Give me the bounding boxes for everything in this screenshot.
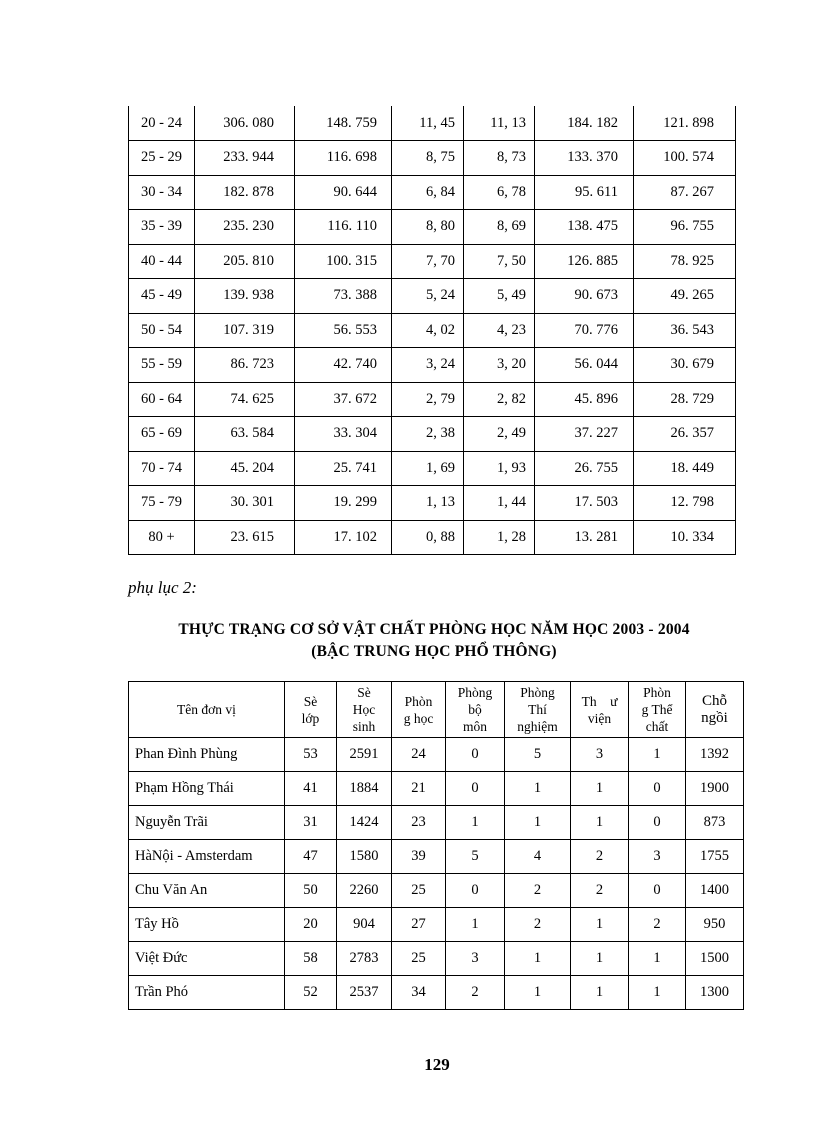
- table-cell: 58: [285, 942, 337, 976]
- table-cell: 2: [571, 874, 629, 908]
- table-cell: 5, 24: [392, 279, 464, 314]
- table-cell: 235. 230: [195, 210, 295, 245]
- section-title: THỰC TRẠNG CƠ SỞ VẬT CHẤT PHÒNG HỌC NĂM HỌC 2003 - 2004: [178, 621, 690, 638]
- table-header-row: [129, 682, 744, 738]
- table-row: [129, 451, 736, 486]
- table-cell: Phạm Hồng Thái: [129, 772, 285, 806]
- table-cell: 1: [505, 976, 571, 1010]
- table-cell: 4, 02: [392, 313, 464, 348]
- table-row: [129, 806, 744, 840]
- table-cell: 8, 69: [464, 210, 535, 245]
- table-cell: 30 - 34: [129, 175, 195, 210]
- table-cell: 17. 503: [535, 486, 634, 521]
- table-cell: 5: [505, 738, 571, 772]
- table-cell: 45. 204: [195, 451, 295, 486]
- table-row: [129, 348, 736, 383]
- column-header: Sè lớp: [285, 682, 337, 738]
- table-cell: 12. 798: [634, 486, 736, 521]
- table-cell: 306. 080: [195, 106, 295, 141]
- table-cell: 11, 13: [464, 106, 535, 141]
- table-cell: 20 - 24: [129, 106, 195, 141]
- table-cell: 40 - 44: [129, 244, 195, 279]
- table-cell: 95. 611: [535, 175, 634, 210]
- table-cell: 1: [446, 806, 505, 840]
- table-cell: 6, 78: [464, 175, 535, 210]
- table-cell: 63. 584: [195, 417, 295, 452]
- age-statistics-table: [128, 106, 736, 555]
- table-cell: 52: [285, 976, 337, 1010]
- table-cell: 50: [285, 874, 337, 908]
- table-cell: 0: [446, 738, 505, 772]
- table-cell: 0: [629, 806, 686, 840]
- table-cell: 65 - 69: [129, 417, 195, 452]
- table-cell: 26. 357: [634, 417, 736, 452]
- table-row: [129, 210, 736, 245]
- table-cell: 1300: [686, 976, 744, 1010]
- table-cell: 133. 370: [535, 141, 634, 176]
- table-cell: 96. 755: [634, 210, 736, 245]
- table-cell: 86. 723: [195, 348, 295, 383]
- table-cell: 1, 69: [392, 451, 464, 486]
- table-cell: 116. 698: [295, 141, 392, 176]
- table-row: [129, 106, 736, 141]
- column-header: Chỗ ngồi: [686, 682, 744, 738]
- table-cell: 873: [686, 806, 744, 840]
- table-cell: 8, 73: [464, 141, 535, 176]
- table-cell: 37. 672: [295, 382, 392, 417]
- table-cell: 13. 281: [535, 520, 634, 555]
- table-cell: 18. 449: [634, 451, 736, 486]
- table-cell: 904: [337, 908, 392, 942]
- table-cell: 1: [571, 942, 629, 976]
- table-cell: 80 +: [129, 520, 195, 555]
- table-cell: Phan Đình Phùng: [129, 738, 285, 772]
- table-cell: 2537: [337, 976, 392, 1010]
- facility-table: [128, 681, 744, 1010]
- table-cell: 1: [505, 772, 571, 806]
- table-row: [129, 942, 744, 976]
- table-row: [129, 738, 744, 772]
- table-cell: 121. 898: [634, 106, 736, 141]
- table-cell: 42. 740: [295, 348, 392, 383]
- table-cell: 0: [629, 874, 686, 908]
- table-cell: 100. 315: [295, 244, 392, 279]
- table-row: [129, 279, 736, 314]
- table-cell: 0: [629, 772, 686, 806]
- table-row: [129, 175, 736, 210]
- table-cell: 87. 267: [634, 175, 736, 210]
- table-cell: 70. 776: [535, 313, 634, 348]
- table-cell: 10. 334: [634, 520, 736, 555]
- column-header: Th ư viện: [571, 682, 629, 738]
- table-row: [129, 976, 744, 1010]
- table-cell: 2: [505, 874, 571, 908]
- table-cell: 1: [571, 908, 629, 942]
- table-cell: 56. 044: [535, 348, 634, 383]
- table-cell: 116. 110: [295, 210, 392, 245]
- table-cell: 3: [446, 942, 505, 976]
- table-cell: 2: [446, 976, 505, 1010]
- table-cell: 6, 84: [392, 175, 464, 210]
- table-cell: 21: [392, 772, 446, 806]
- table-row: [129, 840, 744, 874]
- table-cell: 1: [629, 738, 686, 772]
- table-row: [129, 486, 736, 521]
- table-cell: 126. 885: [535, 244, 634, 279]
- table-cell: 78. 925: [634, 244, 736, 279]
- table-cell: 2, 49: [464, 417, 535, 452]
- table-cell: 35 - 39: [129, 210, 195, 245]
- table-cell: 26. 755: [535, 451, 634, 486]
- table-cell: 34: [392, 976, 446, 1010]
- table-cell: 139. 938: [195, 279, 295, 314]
- table-cell: 3: [571, 738, 629, 772]
- table-cell: Tây Hồ: [129, 908, 285, 942]
- table-cell: 1, 13: [392, 486, 464, 521]
- table-cell: 39: [392, 840, 446, 874]
- table-cell: 1400: [686, 874, 744, 908]
- table-cell: 148. 759: [295, 106, 392, 141]
- column-header: Phòn g học: [392, 682, 446, 738]
- table-cell: 1900: [686, 772, 744, 806]
- table-cell: 25: [392, 874, 446, 908]
- table-cell: 2783: [337, 942, 392, 976]
- table-cell: Việt Đức: [129, 942, 285, 976]
- table-cell: 0: [446, 772, 505, 806]
- table-cell: 90. 644: [295, 175, 392, 210]
- table-cell: 25. 741: [295, 451, 392, 486]
- table-cell: 50 - 54: [129, 313, 195, 348]
- table-cell: Chu Văn An: [129, 874, 285, 908]
- table-cell: 8, 80: [392, 210, 464, 245]
- table-cell: 23. 615: [195, 520, 295, 555]
- table-cell: 182. 878: [195, 175, 295, 210]
- table-cell: 950: [686, 908, 744, 942]
- table-cell: 100. 574: [634, 141, 736, 176]
- table-row: [129, 772, 744, 806]
- table-cell: 1: [629, 976, 686, 1010]
- table-cell: 30. 301: [195, 486, 295, 521]
- table-cell: 1: [571, 806, 629, 840]
- table-cell: 3, 24: [392, 348, 464, 383]
- table-cell: 33. 304: [295, 417, 392, 452]
- table-row: [129, 520, 736, 555]
- table-cell: 0, 88: [392, 520, 464, 555]
- table-cell: 1: [571, 976, 629, 1010]
- table-cell: 1, 93: [464, 451, 535, 486]
- table-row: [129, 382, 736, 417]
- table-cell: 56. 553: [295, 313, 392, 348]
- table-cell: 47: [285, 840, 337, 874]
- table-cell: 90. 673: [535, 279, 634, 314]
- table-cell: 1: [629, 942, 686, 976]
- table-cell: 1580: [337, 840, 392, 874]
- table-cell: 36. 543: [634, 313, 736, 348]
- table-cell: 25: [392, 942, 446, 976]
- table-cell: 37. 227: [535, 417, 634, 452]
- table-cell: 2: [629, 908, 686, 942]
- column-header: Sè Học sinh: [337, 682, 392, 738]
- table-cell: 7, 70: [392, 244, 464, 279]
- table-cell: 3: [629, 840, 686, 874]
- table-cell: 2260: [337, 874, 392, 908]
- table-cell: 2: [571, 840, 629, 874]
- table-cell: 7, 50: [464, 244, 535, 279]
- table-cell: 30. 679: [634, 348, 736, 383]
- table-cell: 19. 299: [295, 486, 392, 521]
- table-cell: 4: [505, 840, 571, 874]
- table-cell: 73. 388: [295, 279, 392, 314]
- table-cell: 2: [505, 908, 571, 942]
- table-cell: 2591: [337, 738, 392, 772]
- table-cell: 0: [446, 874, 505, 908]
- table-cell: 1: [571, 772, 629, 806]
- table-cell: Nguyễn Trãi: [129, 806, 285, 840]
- table-cell: 3, 20: [464, 348, 535, 383]
- table-cell: 107. 319: [195, 313, 295, 348]
- column-header: Phòn g Thể chất: [629, 682, 686, 738]
- table-cell: 11, 45: [392, 106, 464, 141]
- column-header: Phòng bộ môn: [446, 682, 505, 738]
- table-cell: 41: [285, 772, 337, 806]
- column-header: Phòng Thí nghiệm: [505, 682, 571, 738]
- table-cell: 60 - 64: [129, 382, 195, 417]
- table-cell: 55 - 59: [129, 348, 195, 383]
- column-header: Tên đơn vị: [129, 682, 285, 738]
- table-cell: HàNội - Amsterdam: [129, 840, 285, 874]
- table-cell: 5: [446, 840, 505, 874]
- table-cell: 4, 23: [464, 313, 535, 348]
- table-cell: 28. 729: [634, 382, 736, 417]
- table-cell: 1424: [337, 806, 392, 840]
- table-cell: 233. 944: [195, 141, 295, 176]
- table-cell: 70 - 74: [129, 451, 195, 486]
- table-cell: 45 - 49: [129, 279, 195, 314]
- table-cell: 1884: [337, 772, 392, 806]
- section-subtitle: (BẬC TRUNG HỌC PHỔ THÔNG): [311, 643, 557, 660]
- table-cell: 1, 28: [464, 520, 535, 555]
- table-cell: 1: [446, 908, 505, 942]
- table-cell: 1: [505, 806, 571, 840]
- table-row: [129, 908, 744, 942]
- table-cell: 138. 475: [535, 210, 634, 245]
- table-cell: 27: [392, 908, 446, 942]
- table-cell: 20: [285, 908, 337, 942]
- page-number: 129: [424, 1055, 450, 1074]
- table-cell: 2, 38: [392, 417, 464, 452]
- appendix-label: phụ lục 2:: [128, 578, 197, 597]
- table-cell: 8, 75: [392, 141, 464, 176]
- table-cell: 49. 265: [634, 279, 736, 314]
- table-cell: 2, 82: [464, 382, 535, 417]
- table-row: [129, 417, 736, 452]
- table-cell: 23: [392, 806, 446, 840]
- table-cell: 74. 625: [195, 382, 295, 417]
- table-cell: 1, 44: [464, 486, 535, 521]
- table-cell: 75 - 79: [129, 486, 195, 521]
- table-cell: 205. 810: [195, 244, 295, 279]
- table-cell: 1755: [686, 840, 744, 874]
- table-row: [129, 874, 744, 908]
- table-cell: 184. 182: [535, 106, 634, 141]
- table-cell: 45. 896: [535, 382, 634, 417]
- table-row: [129, 313, 736, 348]
- table-row: [129, 141, 736, 176]
- table-cell: 2, 79: [392, 382, 464, 417]
- table-cell: 5, 49: [464, 279, 535, 314]
- table-cell: 1: [505, 942, 571, 976]
- table-row: [129, 244, 736, 279]
- table-cell: 53: [285, 738, 337, 772]
- table-cell: 31: [285, 806, 337, 840]
- table-cell: 17. 102: [295, 520, 392, 555]
- table-cell: 1500: [686, 942, 744, 976]
- table-cell: Trần Phó: [129, 976, 285, 1010]
- table-cell: 24: [392, 738, 446, 772]
- table-cell: 25 - 29: [129, 141, 195, 176]
- table-cell: 1392: [686, 738, 744, 772]
